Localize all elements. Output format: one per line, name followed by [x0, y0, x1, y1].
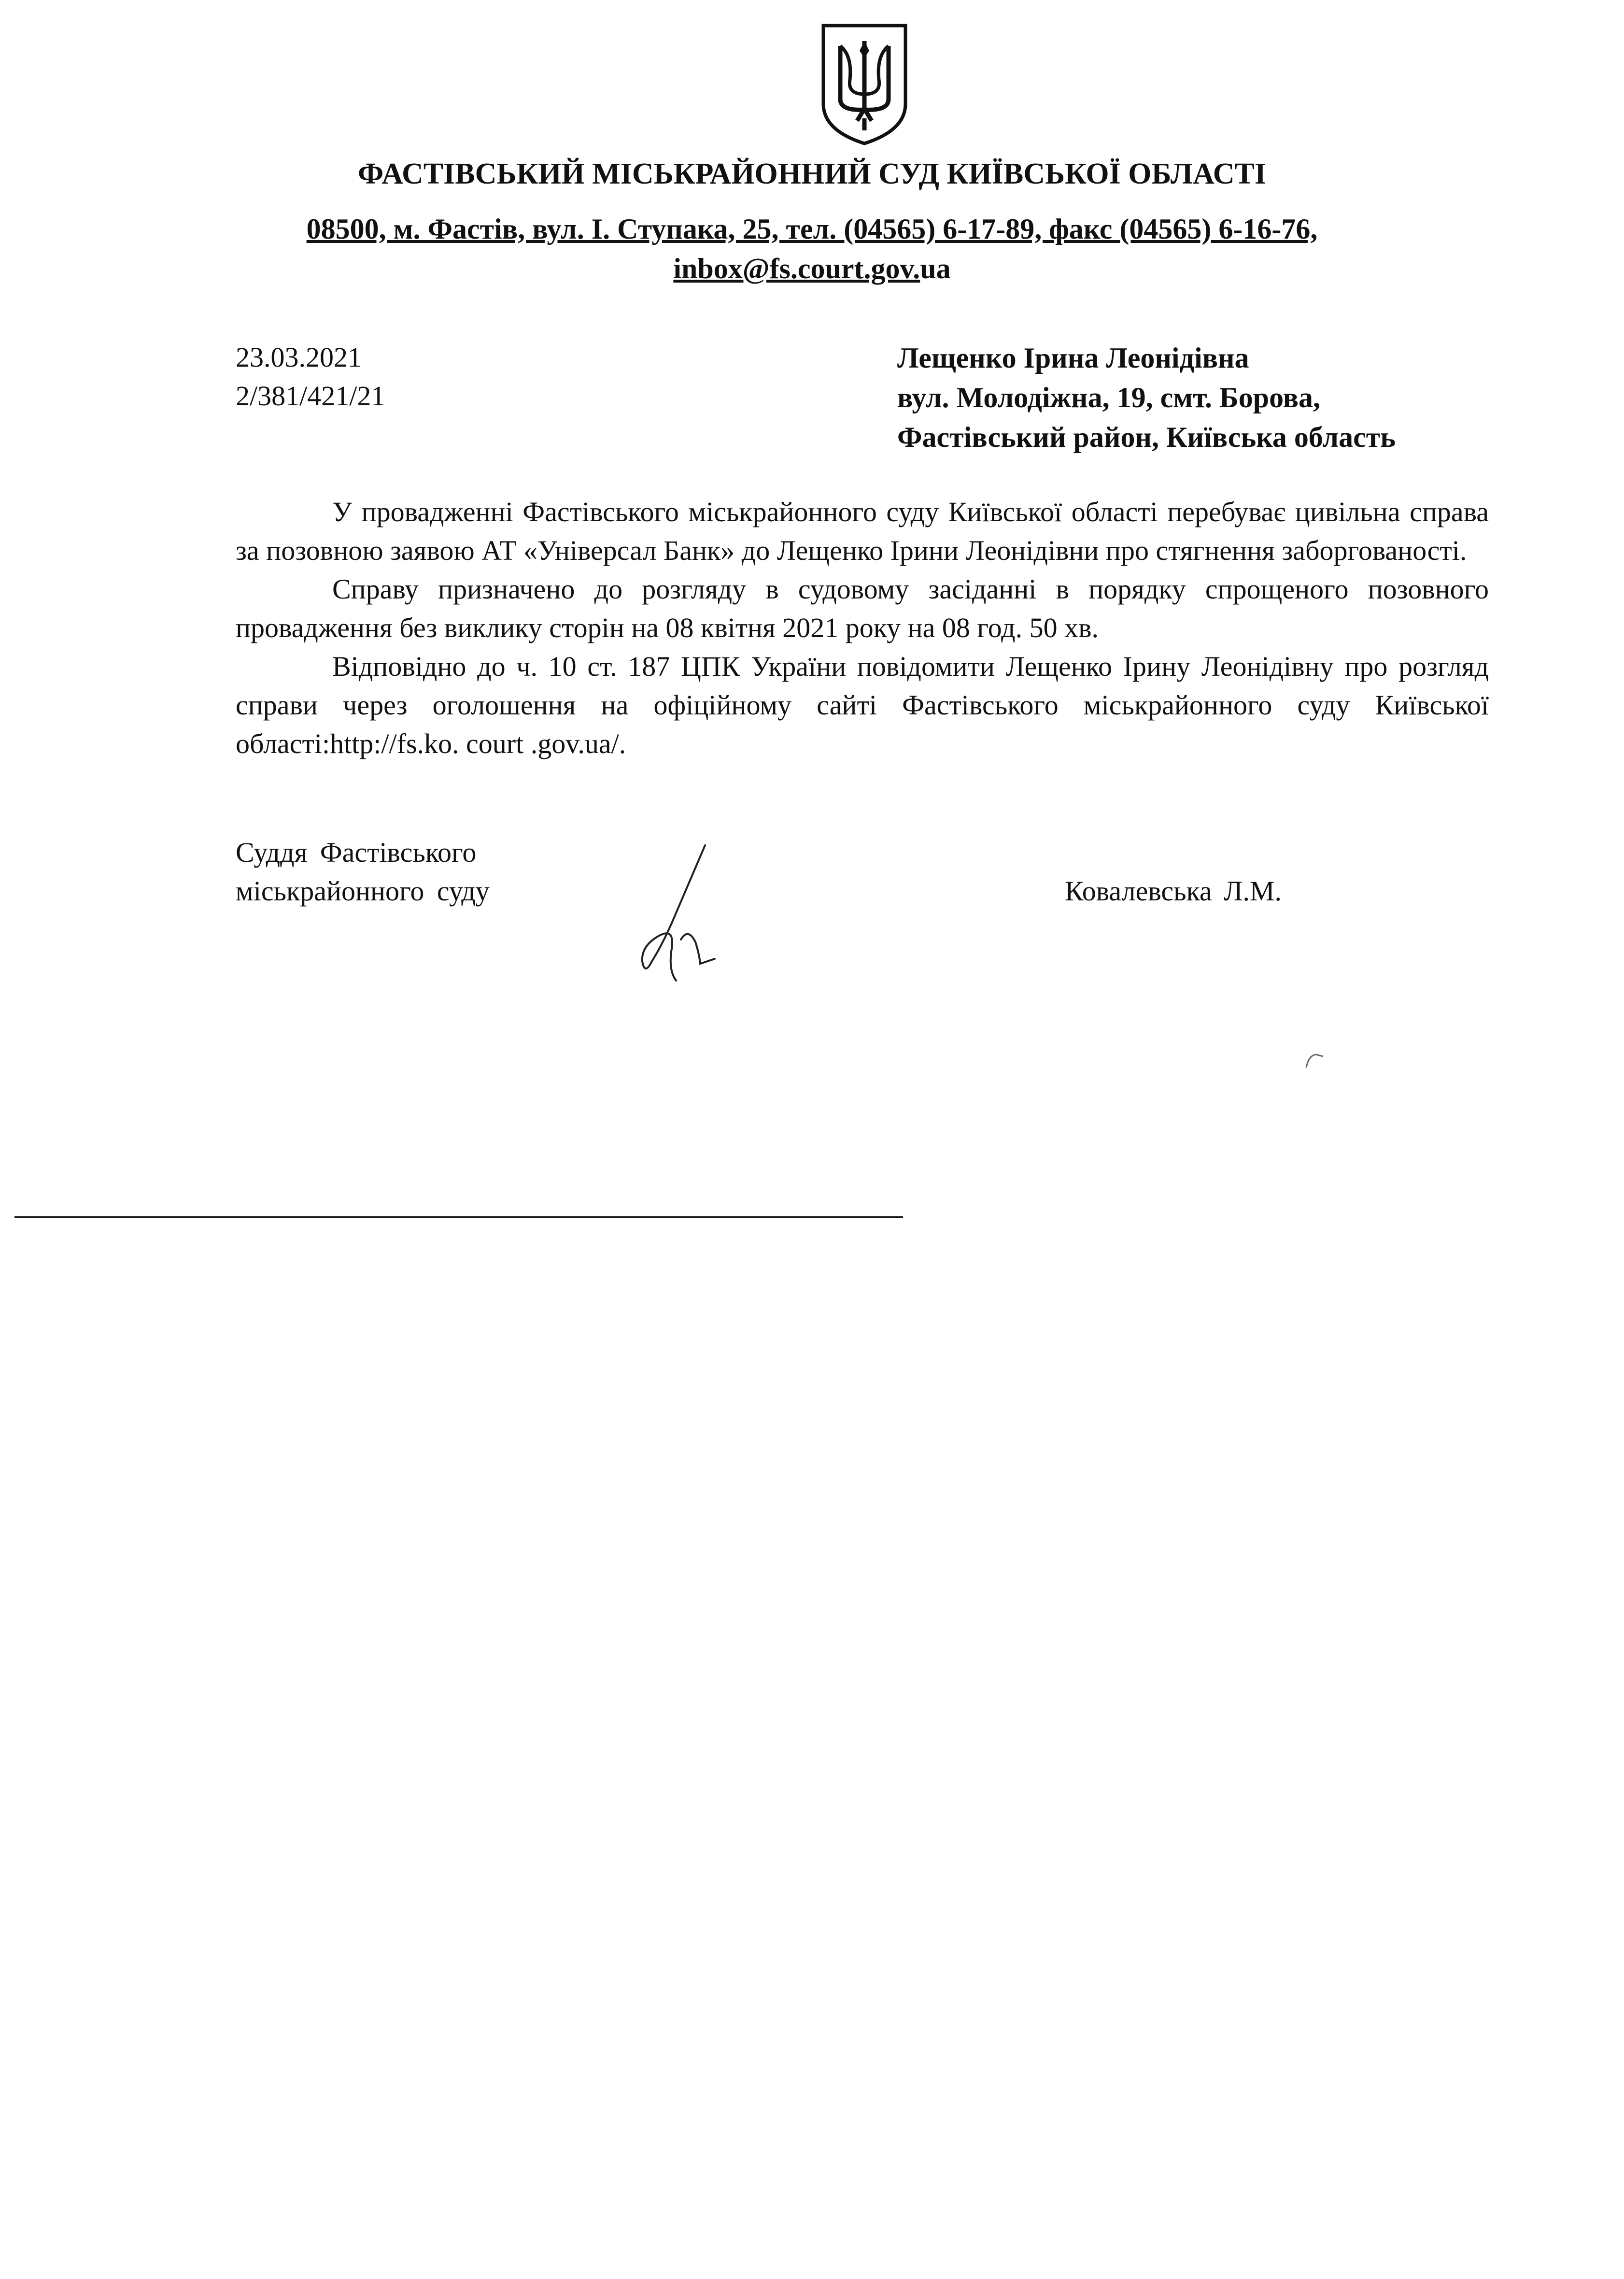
court-email-tail: ua — [920, 253, 951, 285]
recipient-name: Лещенко Ірина Леонідівна — [897, 342, 1249, 374]
case-number: 2/381/421/21 — [236, 380, 385, 412]
body-paragraph-1: У провадженні Фастівського міськрайонного суду Київської області перебуває цивільна справа за позовною заявою АТ «Універсал Банк» до Лещенко Ірини Леонідівни про стягнення заборгованості. — [236, 496, 1489, 566]
footer-divider — [14, 1216, 903, 1218]
body-paragraph-2: Справу призначено до розгляду в судовому засіданні в порядку спрощеного позовного провадження без виклику сторін на 08 квітня 2021 року на 08 год. 50 хв. — [236, 573, 1489, 643]
recipient-address-line2: Фастівський район, Київська область — [897, 421, 1396, 453]
judge-title-line2: міськрайонного суду — [236, 875, 490, 907]
stray-mark-icon — [1304, 1051, 1333, 1070]
handwritten-signature-icon — [623, 840, 739, 985]
letter-meta — [236, 338, 385, 415]
court-email-address: inbox@fs.court.gov. — [673, 253, 920, 285]
trident-coat-of-arms-icon — [819, 22, 910, 147]
body-paragraph-3: Відповідно до ч. 10 ст. 187 ЦПК України повідомити Лещенко Ірину Леонідівну про розгляд справи через оголошення на офіційному сайті Фастівського міськрайонного суду Київської області:http://fs.ko. court .gov.ua/. — [236, 651, 1489, 759]
recipient-block — [897, 338, 1396, 457]
judge-title — [236, 833, 490, 911]
court-name: ФАСТІВСЬКИЙ МІСЬКРАЙОННИЙ СУД КИЇВСЬКОЇ ОБЛАСТІ — [357, 157, 1267, 190]
court-email — [0, 252, 1624, 285]
letter-body — [236, 493, 1489, 763]
recipient-address-line1: вул. Молодіжна, 19, смт. Борова, — [897, 382, 1321, 413]
judge-name: Ковалевська Л.М. — [1065, 875, 1282, 907]
letter-date: 23.03.2021 — [236, 342, 362, 373]
judge-title-line1: Суддя Фастівського — [236, 837, 477, 868]
court-address: 08500, м. Фастів, вул. І. Ступака, 25, тел. (04565) 6-17-89, факс (04565) 6-16-76, — [306, 213, 1318, 245]
